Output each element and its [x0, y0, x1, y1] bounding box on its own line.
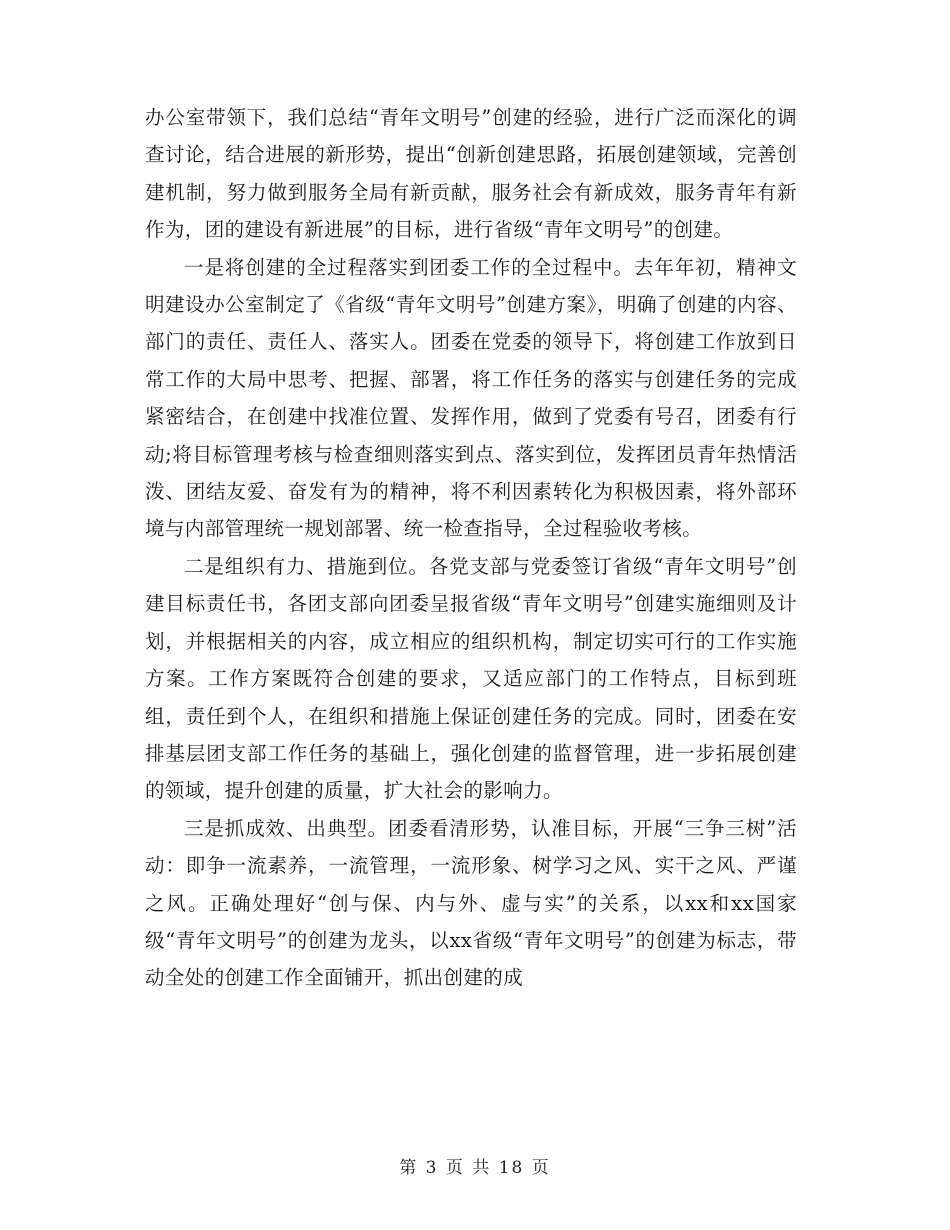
- paragraph-4: 三是抓成效、出典型。团委看清形势，认准目标，开展“三争三树”活动：即争一流素养，一流管理，一流形象、树学习之风、实干之风、严谨之风。正确处理好“创与保、内与外、虚与实”的关系，以xx和xx国家级“青年文明号”的创建为龙头，以xx省级“青年文明号”的创建为标志，带动全处的创建工作全面铺开，抓出创建的成: [145, 816, 797, 990]
- paragraph-3: 二是组织有力、措施到位。各党支部与党委签订省级“青年文明号”创建目标责任书，各团支部向团委呈报省级“青年文明号”创建实施细则及计划，并根据相关的内容，成立相应的组织机构，制定切实可行的工作实施方案。工作方案既符合创建的要求，又适应部门的工作特点，目标到班组，责任到个人，在组织和措施上保证创建任务的完成。同时，团委在安排基层团支部工作任务的基础上，强化创建的监督管理，进一步拓展创建的领域，提升创建的质量，扩大社会的影响力。: [145, 554, 797, 803]
- document-body: [145, 99, 797, 997]
- page-number-footer: 第 3 页 共 18 页: [399, 1158, 551, 1178]
- paragraph-2: 一是将创建的全过程落实到团委工作的全过程中。去年年初，精神文明建设办公室制定了《省级“青年文明号”创建方案》，明确了创建的内容、部门的责任、责任人、落实人。团委在党委的领导下，将创建工作放到日常工作的大局中思考、把握、部署，将工作任务的落实与创建任务的完成紧密结合，在创建中找准位置、发挥作用，做到了党委有号召，团委有行动;将目标管理考核与检查细则落实到点、落实到位，发挥团员青年热情活泼、团结友爱、奋发有为的精神，将不利因素转化为积极因素，将外部环境与内部管理统一规划部署、统一检查指导，全过程验收考核。: [145, 255, 797, 541]
- paragraph-1: 办公室带领下，我们总结“青年文明号”创建的经验，进行广泛而深化的调查讨论，结合进展的新形势，提出“创新创建思路，拓展创建领域，完善创建机制，努力做到服务全局有新贡献，服务社会有新成效，服务青年有新作为，团的建设有新进展”的目标，进行省级“青年文明号”的创建。: [145, 106, 797, 242]
